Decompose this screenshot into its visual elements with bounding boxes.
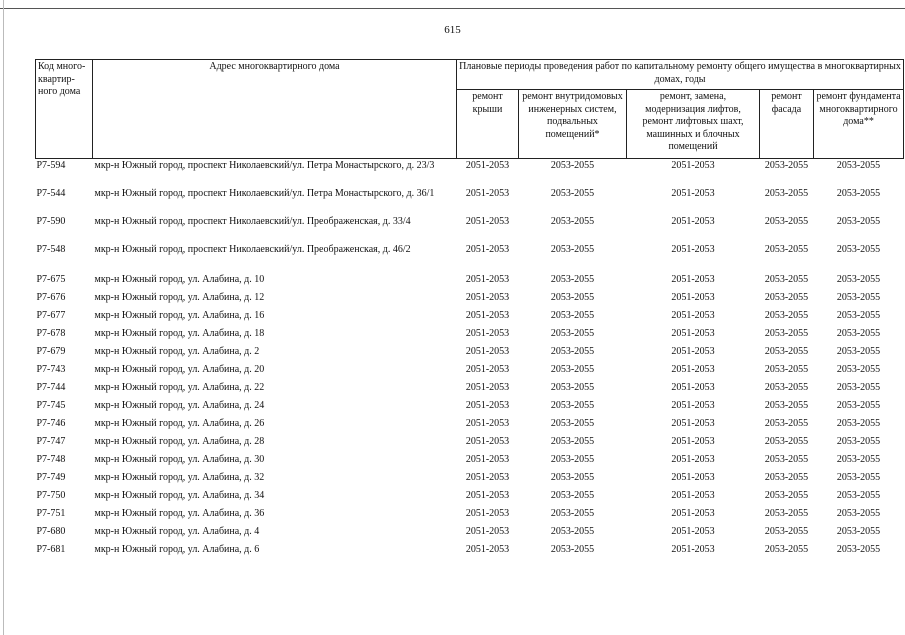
row-lifts-period: 2051-2053	[671, 310, 715, 321]
row-roof-period: 2051-2053	[465, 490, 510, 501]
row-facade-period: 2053-2055	[764, 544, 809, 555]
row-foundation-period: 2053-2055	[836, 454, 881, 465]
row-roof-period: 2051-2053	[465, 292, 510, 303]
repair-schedule-table	[35, 59, 904, 561]
row-roof-period: 2051-2053	[465, 472, 510, 483]
row-code: Р7-750	[36, 490, 66, 501]
table-row	[36, 159, 904, 188]
row-lifts-period: 2051-2053	[671, 382, 715, 393]
row-foundation-period: 2053-2055	[836, 436, 881, 447]
header-roof: ремонт крыши	[457, 90, 519, 159]
row-foundation-period: 2053-2055	[836, 346, 881, 357]
row-roof-period: 2051-2053	[465, 508, 510, 519]
row-lifts-period: 2051-2053	[671, 216, 715, 227]
table-row	[36, 417, 904, 435]
row-lifts-period: 2051-2053	[671, 188, 715, 199]
row-facade-period: 2053-2055	[764, 310, 809, 321]
table-row	[36, 363, 904, 381]
row-facade-period: 2053-2055	[764, 472, 809, 483]
row-foundation-period: 2053-2055	[836, 244, 881, 255]
row-address: мкр-н Южный город, ул. Алабина, д. 4	[94, 526, 260, 537]
row-roof-period: 2051-2053	[465, 160, 510, 171]
row-roof-period: 2051-2053	[465, 454, 510, 465]
row-address: мкр-н Южный город, ул. Алабина, д. 22	[94, 382, 265, 393]
table-row	[36, 381, 904, 399]
row-address: мкр-н Южный город, проспект Николаевский/ул. Петра Монастырского, д. 36/1	[94, 188, 435, 199]
row-facade-period: 2053-2055	[764, 244, 809, 255]
row-roof-period: 2051-2053	[465, 382, 510, 393]
header-foundation: ремонт фундамента многоквартирного дома**	[814, 90, 904, 159]
table-row	[36, 243, 904, 273]
table-row	[36, 291, 904, 309]
row-address: мкр-н Южный город, ул. Алабина, д. 24	[94, 400, 265, 411]
row-systems-period: 2053-2055	[550, 490, 595, 501]
row-roof-period: 2051-2053	[465, 188, 510, 199]
row-code: Р7-681	[36, 544, 66, 555]
row-facade-period: 2053-2055	[764, 346, 809, 357]
top-border-line	[0, 8, 905, 9]
row-lifts-period: 2051-2053	[671, 508, 715, 519]
row-code: Р7-676	[36, 292, 66, 303]
row-foundation-period: 2053-2055	[836, 382, 881, 393]
row-code: Р7-744	[36, 382, 66, 393]
header-code: Код много-квартир-ного дома	[36, 60, 93, 159]
row-facade-period: 2053-2055	[764, 188, 809, 199]
row-foundation-period: 2053-2055	[836, 160, 881, 171]
row-code: Р7-594	[36, 160, 66, 171]
row-code: Р7-746	[36, 418, 66, 429]
row-systems-period: 2053-2055	[550, 274, 595, 285]
row-address: мкр-н Южный город, ул. Алабина, д. 6	[94, 544, 260, 555]
row-code: Р7-544	[36, 188, 66, 199]
row-address: мкр-н Южный город, ул. Алабина, д. 28	[94, 436, 265, 447]
row-systems-period: 2053-2055	[550, 160, 595, 171]
row-systems-period: 2053-2055	[550, 382, 595, 393]
row-lifts-period: 2051-2053	[671, 364, 715, 375]
row-systems-period: 2053-2055	[550, 364, 595, 375]
row-systems-period: 2053-2055	[550, 508, 595, 519]
row-foundation-period: 2053-2055	[836, 418, 881, 429]
row-code: Р7-747	[36, 436, 66, 447]
row-code: Р7-745	[36, 400, 66, 411]
row-systems-period: 2053-2055	[550, 418, 595, 429]
row-systems-period: 2053-2055	[550, 472, 595, 483]
row-systems-period: 2053-2055	[550, 310, 595, 321]
row-systems-period: 2053-2055	[550, 436, 595, 447]
table-row	[36, 399, 904, 417]
table-row	[36, 345, 904, 363]
row-foundation-period: 2053-2055	[836, 364, 881, 375]
row-systems-period: 2053-2055	[550, 346, 595, 357]
header-systems: ремонт внутридомовых инженерных систем, подвальных помещений*	[519, 90, 627, 159]
row-facade-period: 2053-2055	[764, 328, 809, 339]
row-address: мкр-н Южный город, ул. Алабина, д. 2	[94, 346, 260, 357]
row-facade-period: 2053-2055	[764, 454, 809, 465]
row-facade-period: 2053-2055	[764, 490, 809, 501]
row-code: Р7-590	[36, 216, 66, 227]
row-roof-period: 2051-2053	[465, 244, 510, 255]
row-systems-period: 2053-2055	[550, 400, 595, 411]
table-row	[36, 543, 904, 561]
table-row	[36, 489, 904, 507]
row-systems-period: 2053-2055	[550, 544, 595, 555]
header-periods-group: Плановые периоды проведения работ по капитальному ремонту общего имущества в многоквартирных домах, годы	[457, 60, 904, 90]
row-address: мкр-н Южный город, ул. Алабина, д. 26	[94, 418, 265, 429]
table-row	[36, 507, 904, 525]
row-code: Р7-548	[36, 244, 66, 255]
row-roof-period: 2051-2053	[465, 216, 510, 227]
table-row	[36, 435, 904, 453]
row-lifts-period: 2051-2053	[671, 274, 715, 285]
row-lifts-period: 2051-2053	[671, 328, 715, 339]
row-address: мкр-н Южный город, ул. Алабина, д. 16	[94, 310, 265, 321]
row-code: Р7-748	[36, 454, 66, 465]
row-code: Р7-743	[36, 364, 66, 375]
row-foundation-period: 2053-2055	[836, 216, 881, 227]
row-roof-period: 2051-2053	[465, 436, 510, 447]
row-facade-period: 2053-2055	[764, 160, 809, 171]
row-lifts-period: 2051-2053	[671, 346, 715, 357]
row-foundation-period: 2053-2055	[836, 274, 881, 285]
row-lifts-period: 2051-2053	[671, 418, 715, 429]
header-lifts: ремонт, замена, модернизация лифтов, ремонт лифтовых шахт, машинных и блочных помещений	[627, 90, 760, 159]
row-systems-period: 2053-2055	[550, 244, 595, 255]
row-address: мкр-н Южный город, проспект Николаевский/ул. Преображенская, д. 33/4	[94, 216, 411, 227]
row-address: мкр-н Южный город, ул. Алабина, д. 34	[94, 490, 265, 501]
row-roof-period: 2051-2053	[465, 346, 510, 357]
row-foundation-period: 2053-2055	[836, 310, 881, 321]
row-foundation-period: 2053-2055	[836, 472, 881, 483]
row-code: Р7-751	[36, 508, 66, 519]
row-roof-period: 2051-2053	[465, 310, 510, 321]
row-roof-period: 2051-2053	[465, 364, 510, 375]
row-facade-period: 2053-2055	[764, 526, 809, 537]
table-row	[36, 471, 904, 489]
row-foundation-period: 2053-2055	[836, 292, 881, 303]
row-lifts-period: 2051-2053	[671, 292, 715, 303]
row-systems-period: 2053-2055	[550, 526, 595, 537]
row-code: Р7-749	[36, 472, 66, 483]
row-facade-period: 2053-2055	[764, 418, 809, 429]
table-row	[36, 525, 904, 543]
row-address: мкр-н Южный город, ул. Алабина, д. 30	[94, 454, 265, 465]
left-scan-edge	[3, 0, 4, 635]
header-address: Адрес многоквартирного дома	[93, 60, 457, 159]
row-lifts-period: 2051-2053	[671, 472, 715, 483]
table-header	[36, 60, 904, 159]
row-systems-period: 2053-2055	[550, 454, 595, 465]
row-lifts-period: 2051-2053	[671, 436, 715, 447]
table-row	[36, 273, 904, 291]
row-code: Р7-677	[36, 310, 66, 321]
row-roof-period: 2051-2053	[465, 544, 510, 555]
row-foundation-period: 2053-2055	[836, 508, 881, 519]
row-address: мкр-н Южный город, ул. Алабина, д. 36	[94, 508, 265, 519]
header-facade: ремонт фасада	[760, 90, 814, 159]
row-code: Р7-675	[36, 274, 66, 285]
row-lifts-period: 2051-2053	[671, 490, 715, 501]
row-foundation-period: 2053-2055	[836, 490, 881, 501]
row-code: Р7-678	[36, 328, 66, 339]
row-address: мкр-н Южный город, ул. Алабина, д. 12	[94, 292, 265, 303]
row-address: мкр-н Южный город, ул. Алабина, д. 18	[94, 328, 265, 339]
row-roof-period: 2051-2053	[465, 526, 510, 537]
row-systems-period: 2053-2055	[550, 188, 595, 199]
row-lifts-period: 2051-2053	[671, 526, 715, 537]
row-facade-period: 2053-2055	[764, 400, 809, 411]
row-foundation-period: 2053-2055	[836, 328, 881, 339]
row-lifts-period: 2051-2053	[671, 244, 715, 255]
row-facade-period: 2053-2055	[764, 508, 809, 519]
row-foundation-period: 2053-2055	[836, 188, 881, 199]
row-lifts-period: 2051-2053	[671, 544, 715, 555]
row-address: мкр-н Южный город, ул. Алабина, д. 20	[94, 364, 265, 375]
table-row	[36, 309, 904, 327]
row-lifts-period: 2051-2053	[671, 400, 715, 411]
row-address: мкр-н Южный город, ул. Алабина, д. 32	[94, 472, 265, 483]
row-facade-period: 2053-2055	[764, 292, 809, 303]
row-foundation-period: 2053-2055	[836, 400, 881, 411]
row-roof-period: 2051-2053	[465, 274, 510, 285]
row-facade-period: 2053-2055	[764, 274, 809, 285]
row-code: Р7-679	[36, 346, 66, 357]
row-facade-period: 2053-2055	[764, 436, 809, 447]
row-roof-period: 2051-2053	[465, 400, 510, 411]
row-lifts-period: 2051-2053	[671, 454, 715, 465]
row-lifts-period: 2051-2053	[671, 160, 715, 171]
row-roof-period: 2051-2053	[465, 418, 510, 429]
table-row	[36, 187, 904, 215]
table-row	[36, 215, 904, 243]
row-address: мкр-н Южный город, ул. Алабина, д. 10	[94, 274, 265, 285]
table-row	[36, 327, 904, 345]
row-systems-period: 2053-2055	[550, 216, 595, 227]
row-facade-period: 2053-2055	[764, 216, 809, 227]
row-foundation-period: 2053-2055	[836, 544, 881, 555]
table-row	[36, 453, 904, 471]
row-address: мкр-н Южный город, проспект Николаевский/ул. Петра Монастырского, д. 23/3	[94, 160, 435, 171]
row-facade-period: 2053-2055	[764, 382, 809, 393]
table-body	[36, 159, 904, 562]
page-number: 615	[444, 24, 461, 36]
row-systems-period: 2053-2055	[550, 292, 595, 303]
row-foundation-period: 2053-2055	[836, 526, 881, 537]
row-code: Р7-680	[36, 526, 66, 537]
row-roof-period: 2051-2053	[465, 328, 510, 339]
row-facade-period: 2053-2055	[764, 364, 809, 375]
row-address: мкр-н Южный город, проспект Николаевский/ул. Преображенская, д. 46/2	[94, 244, 411, 255]
row-systems-period: 2053-2055	[550, 328, 595, 339]
